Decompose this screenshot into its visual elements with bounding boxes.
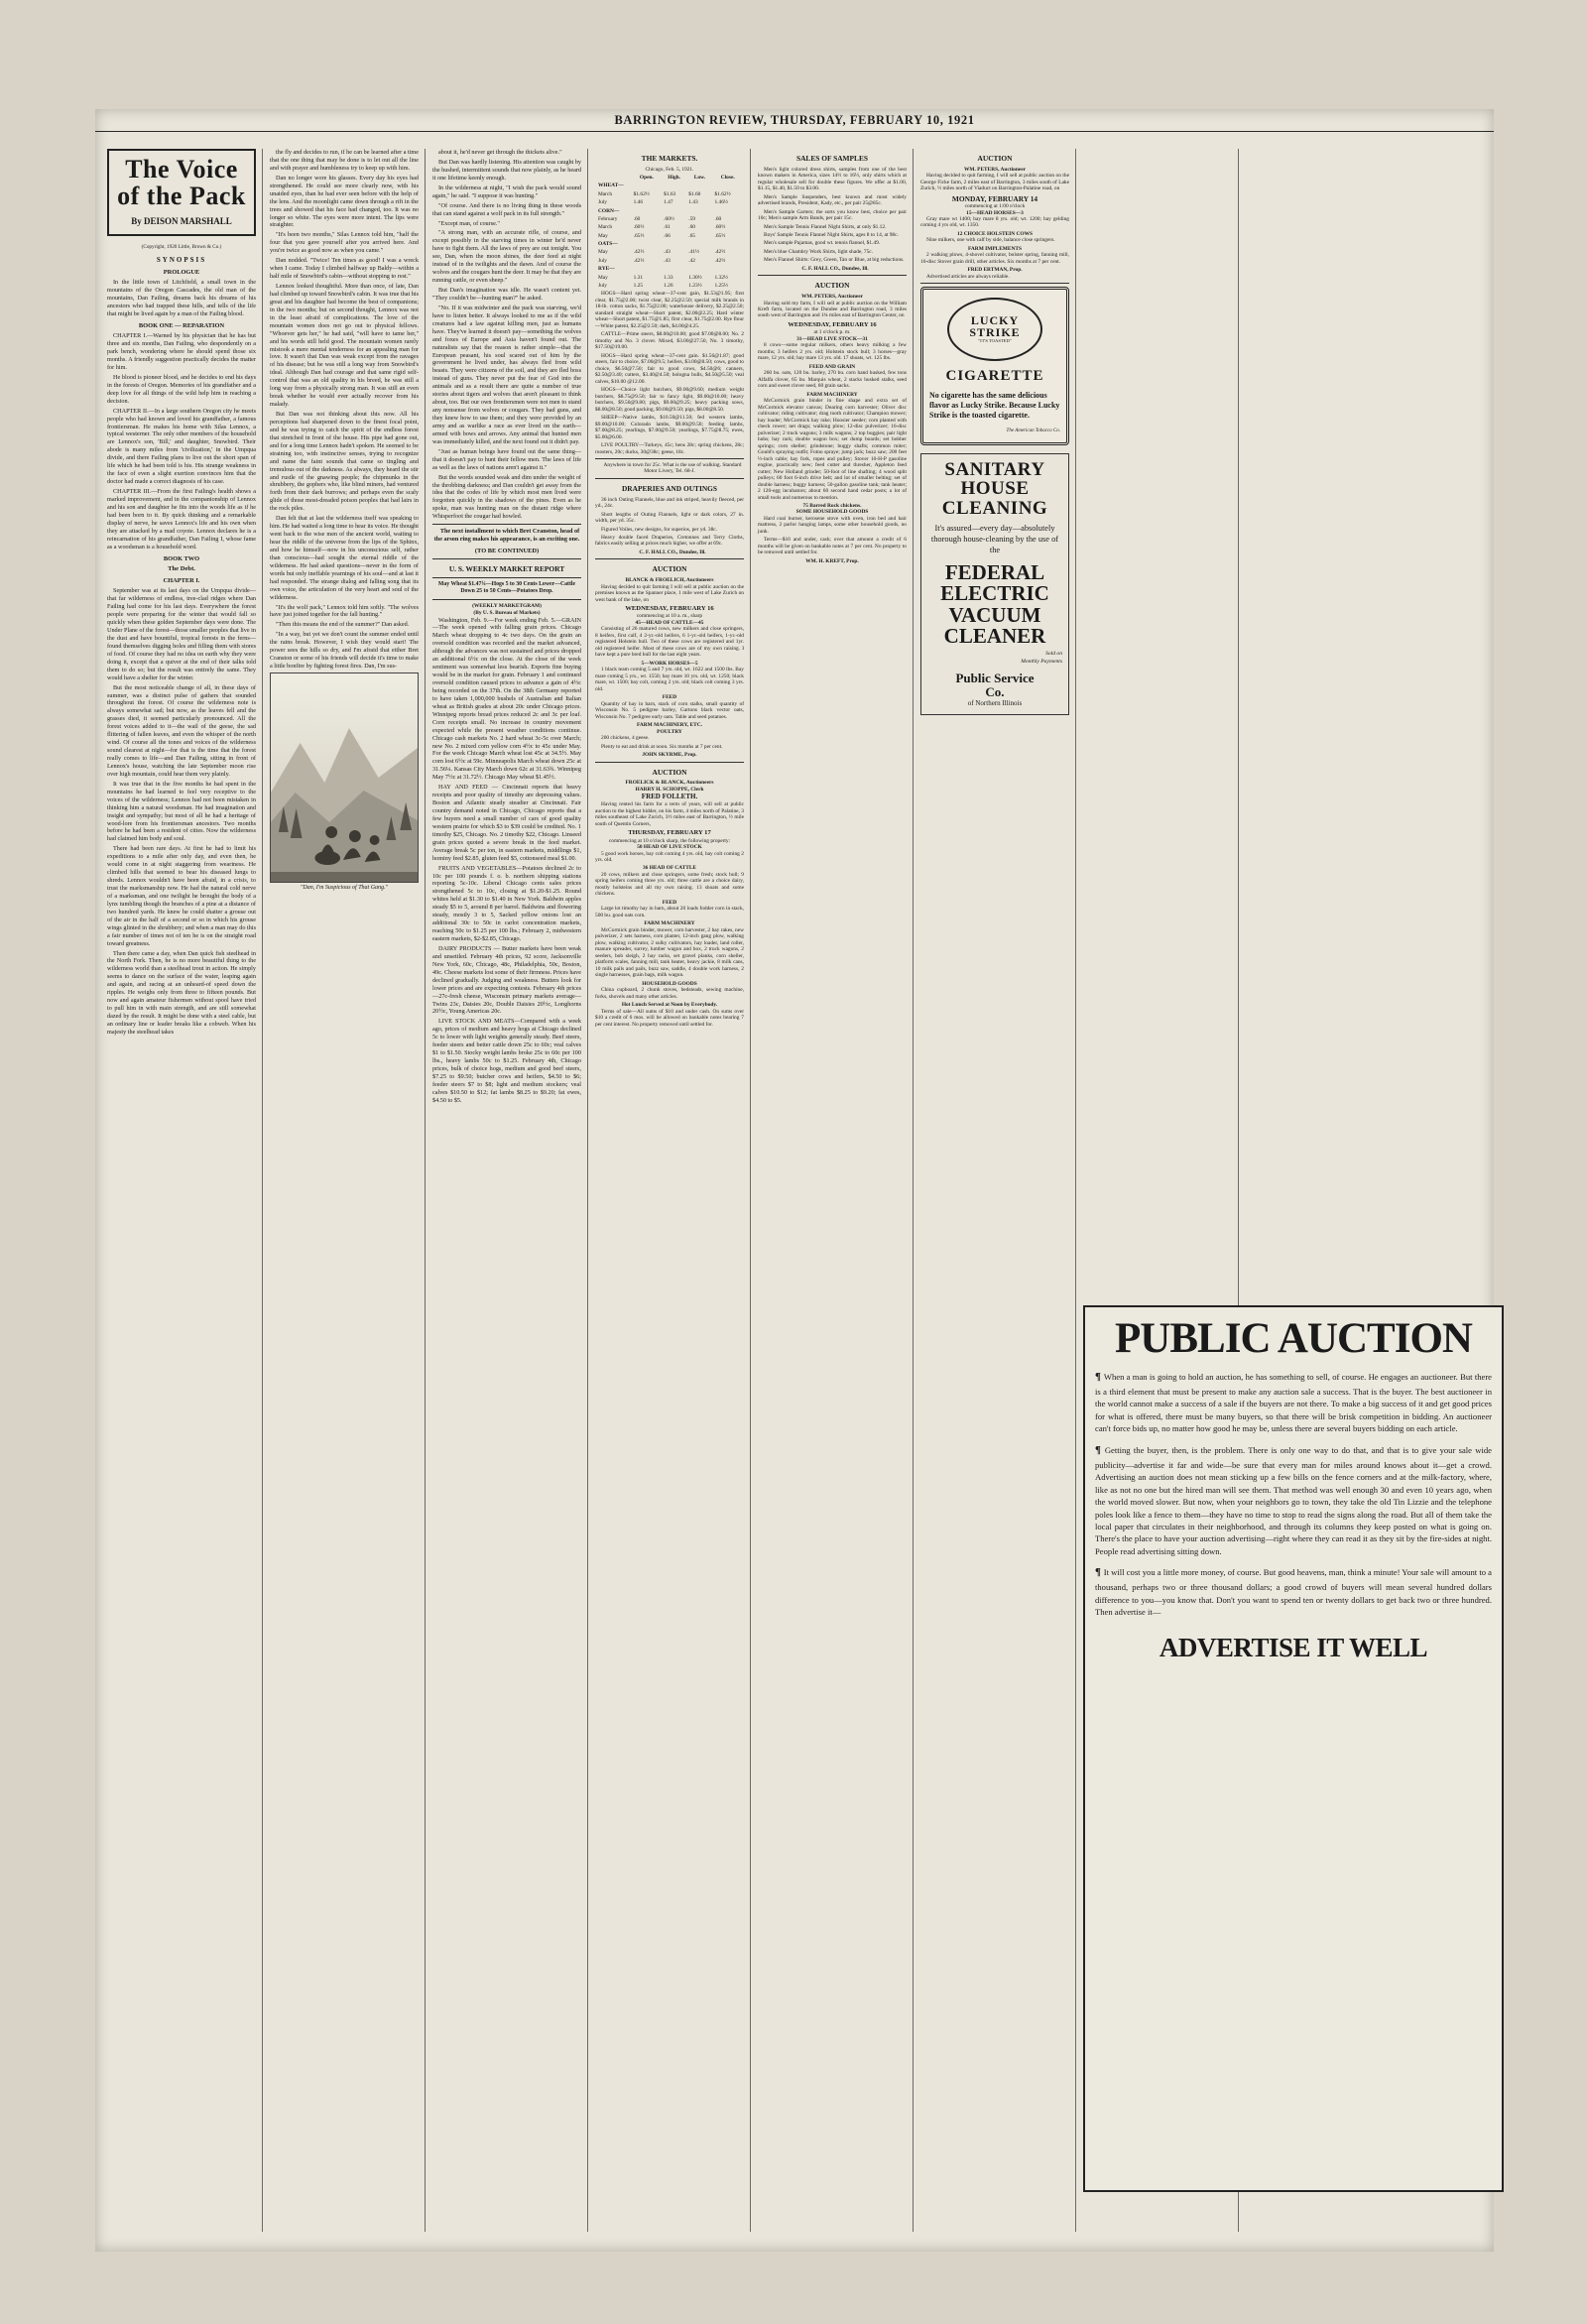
story-paragraph: "It's the wolf pack," Lennox told him softly. "The wolves have just joined together for the fall hunting." (270, 603, 419, 619)
markets-cell: .65½ (633, 232, 645, 239)
story-paragraph: "No. If it was midwinter and the pack was starving, we'd have to listen better. It always looked to me as if the wild creatures had a law against killing men, just as humans have. They've learned it doesn't pay—something the wolves and foxes of Europe and Asia haven't found out. The naturalists say that the reason is rather simple—that the European peasant, his soul scared out of him by the government he lived under, has always fled from wild beasts. They were citizens of the soil, and they are fled boss instead of guns. They never put the fear of God into the animals and as a result there are quite a number of true stories about tigers and wolves that aren't pleasant to think about, too. But our own frontiersmen were not men to stand any nonsense from wolves or cougars. They had guns, and they knew how to use them; and they were provided by an army and as warlike a race as ever lived on the earth—armed with bows and arrows. Any animal that hunted men was immediately killed, and the next found out it didn't pay. (432, 304, 581, 445)
markets-cell: 1.23½ (688, 282, 702, 289)
markets-row-label: May (598, 232, 608, 239)
prologue-text: In the little town of Litchfield, a small town in the mountains of the Oregon Cascades, the old man of the mountains, Dan Failing, dreams back his dreams of his ancestors who had trapped these hills, and tells of the life that might be lived again by a man of the Failing blood. (107, 279, 256, 318)
lucky-strike-signature: The American Tobacco Co. (1006, 428, 1060, 433)
auction-intro-2: Having rented his farm for a term of years, will sell at public auction to the highest bidder, on his farm, 4 miles north of Palatine, 3 miles southeast of Lake Zurich, 3½ miles east of Barrington, ½ mile south of Quentin Corners, (595, 801, 744, 827)
column-ads-samples (758, 149, 907, 564)
auction-feed-3: 260 bu. oats, 120 bu. barley, 270 bu. corn hand husked, few tons Alfalfa clover, 65 bu. Marquis wheat, 2 stacks husked stalks, seed corn and sweet clover seed, 60 grain sacks. (758, 370, 907, 390)
auction-time-1: commencing at 10 a. m., sharp (636, 613, 703, 620)
auction-auctioneer-3: WM. PETERS, Auctioneer (801, 294, 863, 301)
vacuum-title-3: CLEANING (941, 497, 1048, 519)
auction-implements-head-4: FARM IMPLEMENTS (968, 245, 1022, 252)
vacuum-title-1: SANITARY (944, 458, 1045, 480)
advertise-slogan: ADVERTISE IT WELL (1159, 1632, 1428, 1662)
markets-cell: 1.46 (633, 199, 644, 206)
draperies-line: 36 inch Outing Flannels, blue and ink striped, heavily fleeced, per yd., 24c. (595, 496, 744, 510)
serial-title-box (107, 149, 256, 236)
markets-cell: $1.60 (688, 190, 701, 197)
livery-ad: Anywhere in town for 25c. What is the use of walking. Standard Motor Livery, Tel. 68-J. (603, 461, 742, 475)
lucky-strike-toasted: "IT'S TOASTED" (978, 338, 1012, 344)
auction-horses-head-1: 5—WORK HORSES—5 (641, 660, 698, 667)
auction-auctioneer-4: WM. PETERS, Auctioneer (964, 166, 1026, 173)
market-report-source: (WEEKLY MARKETGRAM) (472, 602, 542, 609)
markets-cell: 1.25 (633, 282, 644, 289)
markets-cell: 1.25½ (714, 282, 728, 289)
column-serial-3 (432, 149, 581, 1107)
auction-household-head-2: HOUSEHOLD GOODS (642, 980, 697, 987)
auction-date-2: THURSDAY, FEBRUARY 17 (628, 829, 711, 837)
samples-ad-title: SALES OF SAMPLES (795, 154, 868, 163)
auction-intro-3: Having sold my farm, I will sell at public auction on the William Kreft farm, located on the Dundee and Barrington road, 3 miles south west of Barrington and 1¾ miles east of Barrington Center, on (758, 300, 907, 319)
samples-line: Men's Sample Tennis Flannel Night Shirts, at only $1.12. (764, 223, 887, 230)
story-paragraph: "Just as human beings have found out the same thing—that it doesn't pay to hunt their fellow men. The laws of life as well as the laws of nations aren't against it." (432, 447, 581, 471)
auction-head-1: 45—HEAD OF CATTLE—45 (635, 619, 704, 626)
book-two-subtitle: The Debt. (168, 564, 195, 572)
markets-title: THE MARKETS. (641, 154, 698, 163)
markets-row-label: May (598, 274, 608, 281)
market-report-hay: HAY AND FEED — Cincinnati reports that heavy receipts and poor quality of timothy are depressing values. Boston and Atlantic steady steadier at Cincinnati. Fair country demand noted in Chicago, Chicago reports that a few buyers need a small number of cars of good quality western prairie for which $3 to $39 could be credited. No. 1 timothy $25, Chicago. No. 2 timothy $22, Chicago. Linseed grain prices quoted a severe break in the feed market. Average break 5c per ton, in eastern markets, middlings $1, hominy feed $2.85, gluten feed $5, cottonseed meal $1.00. (432, 784, 581, 862)
markets-group: CORN— (598, 207, 620, 214)
markets-sheep-note: SHEEP—Native lambs, $10.50@11.50; fed western lambs, $9.00@10.00; Colorado lambs, $9.00@9.50; feeding lambs, $7.00@8.25; yearlings, $7.00@9.50; yearlings, $7.75@8.75; ewes, $5.00@6.00. (595, 415, 744, 440)
market-report-fruit: FRUITS AND VEGETABLES—Potatoes declined 2c to 10c per 100 pounds f. o. b. northern shipping stations reporting 5c-10c. Liberal Chicago cents sales prices strengthened 5c to 10c, closing at $1.20-$1.25. Round whites held at $1.30 to $1.40 in New York. Baldwin apples steady $5 to 5, around 8 per barrel. Baldwins and flowering steady, mostly 3 to 5, Sacked yellow onions lost an additional 30c to 50c in carlot concentration markets, reaching 50c to $1.25 per 100 lbs.; February 2, midwestern eastern markets, $2-$2.85, Chicago. (432, 864, 581, 942)
draperies-ad-title: DRAPERIES AND OUTINGS (621, 483, 718, 493)
samples-line: Men's sample Pajamas, good wt. tennis flannel, $1.49. (764, 240, 881, 247)
draperies-line: Heavy double faced Draperies, Cretonnes and Terry Cloths, fabrics easily selling at prices much higher, we offer at 69c. (595, 535, 744, 548)
vacuum-company-2: Co. (985, 684, 1005, 700)
lucky-strike-ad (920, 287, 1069, 445)
markets-cell: .60½ (633, 224, 645, 231)
chapter-synopsis: He blood is pioneer blood, and he decides to end his days in the forests of Oregon. Memories of his grandfather and a deep love for all things of the wild help him in reaching a decision. (107, 373, 256, 405)
auction-owner-1: JOHN SKYRME, Prop. (642, 752, 697, 759)
markets-cattle-note: CATTLE—Prime steers, $8.00@10.00; good $7.00@8.00; No. 2 timothy and No. 3 clover. Mixed, $3.00@27.50, No. 3 timothy, $17.50@19.00. (595, 331, 744, 351)
story-paragraph: September was at its last days on the Umpqua divide—that far wilderness of endless, tree-clad ridges where Dan Failing had come for his last days. Everywhere the forest people were preparing for the winter that would fall so quickly when these golden September days were done. The Under Plane of the forest—those smaller peoples that live in the dust and have bountiful, tropical forests in the ferns—found themselves digging holes and filling them with stores of food. Of course they had no idea on earth why they were doing it, except that a quiver at the end of their talks told them to do so; but the result was entirely the same. They would have a shelter for the winter. (107, 587, 256, 681)
auction-household-head-3: SOME HOUSEHOLD GOODS (795, 509, 869, 516)
markets-cell: 1.46½ (714, 199, 728, 206)
market-report-dairy: DAIRY PRODUCTS — Butter markets have been weak and unsettled. February 4th prices, 92 score, Jacksonville New York, 60c, Chicago, 48c, Philadelphia, 50c, Boston, 49c. Cheese markets lost some of their firmness. Prices have declined gradually. Judging and weakness. Butters look for lower prices and are expecting contests. February 4th prices—27c-fresh cheese, Wisconsin primary markets average—Twins 23c, Daisies 20c, Double Daisies 20½c, Longhorns 20½c, Young Americas 20c. (432, 944, 582, 1016)
next-installment: The next installment to which Bret Cranston, head of the arson ring makes his appearance, is an exciting one. (433, 528, 580, 544)
auction-date-3: WEDNESDAY, FEBRUARY 16 (788, 320, 877, 328)
auction-time-3: at 1 o'clock p. m. (813, 329, 851, 336)
auction-owner-2: FRED FOLLETH. (641, 793, 698, 801)
markets-cell: $1.63 (664, 190, 676, 197)
auction-title-1: AUCTION (652, 564, 687, 574)
lucky-strike-product: CIGARETTE (945, 368, 1044, 385)
markets-cell: 1.31 (633, 274, 644, 281)
lucky-strike-copy: No cigarette has the same delicious flavor as Lucky Strike. Because Lucky Strike is the toasted cigarette. (929, 390, 1060, 420)
samples-advertiser: C. F. HALL CO., Dundee, Ill. (801, 265, 869, 272)
auction-feed-2: Large lot timothy hay in barn, about 20 loads fodder corn in stack, 500 bu. good oats corn. (595, 906, 744, 918)
lucky-strike-brand-2: STRIKE (969, 325, 1021, 340)
markets-row-label: July (598, 199, 607, 206)
public-auction-text: Getting the buyer, then, is the problem. There is only one way to do that, and that is to give your sale wide publicity—advertise it far and wide—be sure that every man for miles around knows about it—get a crowd. Advertising an auction does not mean sticking up a few bills on the fence corners and at the milk-factory, where, like as not no one but the hired man will see them. That method was well enough 30 and even 10 years ago, when the world moved slower. But now, when your neighbors go to town, they take the old Tin Lizzie and the telephone poles look like a fence to them—they have no time to stop to read the signs along the road. But all of them take the local paper that circulates in their neighborhood, and through its columns they keep posted on what is going on. There's the place to have your auction advertising—right where they can read it as they sit by the fire-sides at night. People read advertising sitting down. (1095, 1444, 1492, 1556)
chapter-synopsis: CHAPTER I.—Warned by his physician that he has but three and six months, Dan Failing, who despondently on a park bench, wondering where he should spend those six months. A friendly suggestion practically decides the matter for him. (107, 332, 256, 371)
markets-cell: .42½ (633, 257, 645, 264)
story-paragraph: Dan nodded. "Twice! Ten times as good! I was a wreck when I came. Today I climbed halfway up Baldy—within a half mile of Snowbird's cabin—without stopping to rest." (270, 257, 419, 281)
serial-copyright: (Copyright, 1920 Little, Brown & Co.) (141, 243, 222, 250)
vacuum-terms-1: Sold on (1045, 651, 1062, 658)
auction-title-3: AUCTION (814, 281, 850, 291)
lucky-strike-logo (947, 298, 1042, 361)
chapter-heading: CHAPTER I. (163, 577, 200, 585)
markets-hogs-note-2: HOGS—Choice light butchers, $9.00@9.60; medium weight butchers, $8.75@9.50; fair to fancy light, $9.00@10.00; heavy butchers, $9.50@9.80; pigs, $9.00@9.25; heavy packing sows, $8.00@8.50; good packing, $9.00@9.50; pigs, $8.00@8.50. (595, 387, 744, 413)
auction-machinery-head-1: FARM MACHINERY, ETC. (637, 722, 702, 729)
auction-cattle-head-4: 12 CHOICE HOLSTEIN COWS (957, 230, 1033, 237)
auction-clerk-2: HARRY H. SCHOPPE, Clerk (635, 786, 704, 793)
draperies-advertiser: C. F. HALL CO., Dundee, Ill. (639, 549, 706, 555)
auction-auctioneer-2: FROELICK & BLANCK, Auctioneers (625, 780, 714, 787)
markets-row-label: March (598, 224, 613, 231)
markets-col-close: Close. (720, 175, 735, 182)
auction-feed-head-3: FEED AND GRAIN (808, 363, 856, 370)
auction-stock-2: 5 good work horses, bay colt coming 4 yrs. old, bay colt coming 2 yrs. old. (595, 850, 744, 863)
markets-col-open: Open. (639, 175, 654, 182)
paragraph-mark-icon: ¶ (1095, 1371, 1104, 1383)
masthead: BARRINGTON REVIEW, THURSDAY, FEBRUARY 10, 1921 (614, 113, 975, 127)
vacuum-company-1: Public Service (955, 670, 1035, 685)
markets-row-label: March (598, 190, 613, 197)
story-paragraph: "Then this means the end of the summer?" Dan asked. (276, 621, 410, 629)
vacuum-title-2: HOUSE (960, 478, 1030, 500)
markets-group: WHEAT— (598, 183, 624, 189)
newspaper-sheet (95, 109, 1494, 2252)
auction-cattle-head-2: 36 HEAD OF CATTLE (642, 865, 697, 872)
story-paragraph: "In a way, but yet we don't count the summer ended until the rains break. However, I wish they would start! The power sees the hills so dry, and I'm afraid that either Bret Cranston or some of his friends will decide it's time to make a little bonfire by fighting forest fires. Dan, I'm sus- (270, 631, 419, 671)
auction-time-4: commencing at 1:00 o'clock (964, 203, 1026, 210)
markets-hogs-note: HOGS—Hard spring wheat—37-cent gain. $1.56@1.87; good steers, fair to choice, $7.00@9.5; heifers, $3.00@8.50; cows, good to choice, $6.50@7.50; fair to good cows, $4.50@6; canners, $2.50@3.40; cutters, $3.40@4.50; bologna bulls, $4.50@5.50; veal calves, $10.00 @12.00. (595, 352, 744, 385)
story-paragraph: Dan no longer wore his glasses. Every day his eyes had strengthened. He could see more clearly now, with his unaided eyes, than he had ever seen before with the help of the lens. And the moonlight came down through a rift in the trees and showed that his face had changed, too. It was no longer so white. The eyes were more intent. The lips were straighter. (270, 174, 419, 229)
auction-machinery-head-2: FARM MACHINERY (644, 920, 695, 927)
column-serial (107, 149, 256, 1039)
market-report-body: Washington, Feb. 9.—For week ending Feb. 5.—GRAIN—The week opened with falling grain prices. Chicago March wheat dropping to 4c two days. On the grain an oversold condition was recorded and the market advanced, although the advances was not sustained and prices dropped an additional 6½c on the close. At the close of the week sentiment was somewhat less bearish. Exports fine buying would be in the market for grain. February 1 and continued oversold condition caused prices to advance a gain of 4½c being recorded on the 37th. On the 38th Germany reported to have taken 1,000,000 bushels of Australian and Italian wheat as British grades at about 20c under Chicago prices. Winnipeg reports bread prices reduced 2c and 3c per loaf. Corn receipts small. No increase in country movement expected while the present weather conditions continue. Chicago cash markets No. 2 hard wheat 3c-5c over March; new No. 2 mixed corn yellow corn 4½c to 45c under May. For the week Chicago March wheat lost 45c at 34.5½. May corn lost 6½c at 59c. Minneapolis March wheat down 25c at 31.56¼. Kansas City March down 62c at 31.63¾. Winnipeg May 7½c at 31.72½. Chicago May wheat $1.45½. (432, 616, 581, 782)
markets-cell: .59 (688, 215, 695, 222)
story-paragraph: about it, he'd never get through the thickets alive." (438, 149, 562, 156)
auction-auctioneer-1: BLANCK & FROELICH, Auctioneers (625, 577, 714, 584)
markets-cell: .65½ (714, 232, 726, 239)
vacuum-product-1: FEDERAL (944, 559, 1045, 584)
markets-cell: .60½ (714, 224, 726, 231)
auction-poultry-1: 200 chickens, 4 geese. (601, 735, 650, 742)
markets-cell: .60½ (664, 215, 674, 222)
markets-col-low: Low. (693, 175, 705, 182)
markets-flour-note: HOGS—Hard spring wheat—37-cent gain, $1.53@1.95; first clear, $1.75@2.00; twist clear, $2.25@2.50; special milk brands in 18-lb. cotton sacks, $1.75@2.00; waterhouse delivery, $2.25@2.50; standard straight wheat—Short patent, $2.00@2.25; Hard winter wheat—Short patent, $1.75@1.85; first clear, $1.75@2.00. Rye flour—White patent, $2.25@2.50; dark, $4.00@4.25. (595, 291, 744, 329)
auction-title-4: AUCTION (977, 154, 1013, 163)
vacuum-company-3: of Northern Illinois (967, 699, 1023, 708)
story-paragraph: "A strong man, with an accurate rifle, of course, and except possibly in the starving times in winter he'd never have to fight them. All the laws of prey are out tonight. You see, Dan, when the moon shines, the deer feed at night instead of in the twilights and the dawn. And of course the wolves and the cougars hunt the deer. It may be that they are running cattle, or even sheep." (432, 229, 581, 285)
samples-line: Men's light colored dress shirts, samples from one of the best known makers in America, sizes 14½ to 16½, only shirts which at regular wholesale sell for double these figures. We offer at $1.00, $1.15, $1.40, $1.50 to $3.00. (758, 166, 907, 192)
story-paragraph: But the most noticeable change of all, in these days of summer, was a distinct pulse of gathers that sounded throughout the forest. Of course the wilderness note is always somewhat sad; but now, as the leaves fell and the grasses died, it seemed particularly pronounced. All the forest voices added to it—the wail of the geese, the sad flittering of fallen leaves, and even the whisper of the north wind. Of course all the tones and voices of the wilderness sound clearest at night—for that is the time that the forest really comes to life—and Dan Failing, sitting in front of Lennox's house, watching the late September moon rise over high mountain, could hear them very plainly. (107, 683, 256, 778)
auction-horses-1: 1 black team coming 5 and 7 yrs. old, wt. 1622 and 1500 lbs. Bay mare coming 5 yrs., wt. 1550; bay mare 10 yrs. old, wt. 1250; black mare, wt. 1500; bay colt, coming 2 yrs. old; black colt coming 3 yrs. old. (595, 667, 744, 692)
markets-row-label: February (598, 215, 618, 222)
auction-household-2: China cupboard, 2 chunk stoves, bedsteads, sewing machine, forks, shovels and many other articles. (595, 987, 744, 1000)
markets-cell: .43 (664, 249, 671, 256)
market-report-source2: (By U. S. Bureau of Markets) (473, 609, 541, 616)
auction-feed-head-2: FEED (662, 899, 677, 906)
auction-terms-3: Terms—$10 and under, cash; over that amount a credit of 6 months will be given on bankable notes at 7 per cent. No property to be removed until settled for. (758, 537, 907, 556)
markets-cell: 1.26 (664, 282, 673, 289)
samples-line: Boys' Sample Tennis Flannel Night Shirts, ages 8 to 14, at 98c. (764, 231, 899, 238)
markets-group: OATS— (598, 241, 618, 248)
markets-cell: .42 (688, 257, 695, 264)
serial-byline: By DEISON MARSHALL (131, 216, 232, 227)
public-auction-ad (1083, 1305, 1504, 2192)
serial-title: The Voice of the Pack (117, 155, 246, 210)
public-auction-paragraph (1095, 1443, 1492, 1558)
auction-horses-4: Gray mare wt 1400; bay mare 8 yrs. old; wt. 1200; bay gelding coming 4 yrs old, wt. 1350. (920, 216, 1069, 229)
auction-owner-4: FRED ERTMAN, Prop. (967, 267, 1023, 274)
markets-cell: .61 (664, 224, 671, 231)
auction-date-4: MONDAY, FEBRUARY 14 (951, 193, 1038, 203)
story-paragraph: "Of course. And there is no living thing in these woods that can stand against a wolf pack in its full strength." (432, 201, 581, 217)
auction-poultry-head-1: POULTRY (657, 728, 682, 735)
markets-cell: .65 (688, 232, 695, 239)
market-report-subhead: May Wheat $1.47¾—Hogs 5 to 30 Cents Lower—Cattle Down 25 to 50 Cents—Potatoes Drop. (437, 580, 576, 595)
column-ads-right (920, 149, 1069, 715)
markets-cell: 1.30½ (688, 274, 702, 281)
markets-place-date: Chicago, Feb. 5, 1921. (645, 166, 694, 173)
paragraph-mark-icon: ¶ (1095, 1443, 1105, 1456)
paragraph-mark-icon: ¶ (1095, 1566, 1104, 1579)
samples-line: Men's Sample Suspenders, best known and most widely advertised brands, President, Kady, etc., per pair 25@85c. (758, 193, 907, 207)
illustration-caption: "Dan, I'm Suspicious of That Gang." (300, 885, 389, 891)
auction-household-3: Hard coal burner, kerosene stove with oven, iron bed and hair mattress, 2 parlor hanging lamps, some other household goods, no junk. (758, 515, 907, 535)
auction-intro-4: Having decided to quit farming, I will sell at public auction on the George Ficke farm, 2 miles east of Barrington, 3 miles south of Lake Zurich, ½ miles north of Viaduct on Barrington-Palatine road, on (920, 173, 1069, 192)
markets-cell: 1.47 (664, 199, 673, 206)
auction-cattle-1: Consisting of 26 matured cows, new milkers and close springers, 8 heifers, first calf, 4 2-yr.-old heifers, 6 1-yr.-old heifers, 1-yr.-old registered Holstein bull. Two of these cows are registered and 1yr. old registered heifer. Most of these cows are of my own raising. I have kept a pure bred bull for the last eight years. (595, 626, 744, 659)
markets-cell: .60 (688, 224, 695, 231)
story-paragraph: It was true that in the five months he had spent in the mountains he had learned to feel very receptive to the voices of the wilderness; Lennox had not been mistaken in thinking him a natural woodsman. He had imagination and insight and sympathy; but most of all he had a heritage of wood-lore from his frontiersman ancestors. Two months before he had been a resident of cities. Now the wilderness had claimed him body and soul. (107, 780, 256, 843)
auction-head-2: 50 HEAD OF LIVE STOCK (637, 844, 702, 851)
draperies-line: Short lengths of Outing Flannels, light or dark colors, 27 in. width, per yd. 35c. (595, 511, 744, 525)
story-paragraph: "Except man, of course." (438, 219, 500, 227)
vacuum-cleaner-ad (920, 453, 1069, 715)
markets-cell: 1.43 (688, 199, 698, 206)
story-paragraph: Then there came a day, when Dan quick fish steelhead in the North Fork. Then, he is no more beautiful thing to the wilderness world than a steelhead trout in action. He simply seems to dance on the surface of the water, leaping again and again, and racing at an unheard-of speed down the ripples. He weighs only from three to fifteen pounds. But now and again amateur fishermen without spool have tried to pull him in with main strength, and are still somewhat dazed by the result. It might be done with a steel cable, but an ordinary line or leader breaks like a cobweb. When his majesty the steelhead takes (107, 949, 256, 1036)
vacuum-product-4: CLEANER (943, 624, 1046, 649)
story-paragraph: Lennox looked thoughtful. More than once, of late, Dan had climbed up toward Snowbird's cabin. It was true that his great and his daughter had become the best of companions; in the two months; but on second thought, Lennox was not in the least afraid of complications. The love of the mountain women does not go out to physical fellows. "Whoever gets her," he had said, "will have to tame her," and his words still held good. The mountain women rarely mistook a mere mental tenderness for an appealing man for love. It wasn't that Dan was weak except from the ravages of his disease; but he was still a long way from Snowbird's ideal. Although Dan had courage and that same rigid self-control that was an old quality in his breed, he was still a long way from a physically strong man. It was still an even break whether he would ever actually recover from his malady. (270, 283, 419, 409)
markets-group: RYE— (598, 266, 615, 273)
vacuum-copy: It's assured—every day—absolutely thorough house-cleaning by the use of the (930, 524, 1059, 554)
auction-machinery-3: McCormick grain binder in fine shape and extra set of McCormick elevator canvas; Dearing corn harvester; Oliver disc cultivator; riding cultivator; drag tooth cultivator; Champion mower; hay loader; McCormick hay rake; Hoosier seeder; corn planted with check rower; net drags; walking plow; 12-disc pulverizer; 16-disc pulverizer; 2 truck wagons; 3 milk wagons; 2 top buggies; pair light hubs; hay rack; double wagon box; set dump boards; set bobber springs; corn sheller; grindstone; buggy shafts; common miter; Gould's spraying outfit; Fotno spraye; jump jack; buzz saw; 200 feet ½-inch cable; hay fork, ropes and pulley; Stover 10-H-P gasoline engine, practically new; feed cutter and thresher, Appleton feed cutter; New Holland grinder; 50-foot of line shafting; 4 wood split pulleys; 60 foot 6-inch drive belt; and lot of smaller belting; set of double harness; buggy harness; 50-gallon gasoline tank; tank heater; 2 120-egg incubators; about 60 second hand cedar posts; a lot of small tools and numerous to mention. (758, 398, 907, 501)
chapter-synopsis: CHAPTER III.—From the first Failing's health shows a marked improvement, and in the companionship of Lennox and his son and daughter he fits into the woods life as if he had been born to it. By quick thinking and a remarkable display of nerve, he saves Lennox's life and his own when they are attacked by a mad coyote. Lennox declares he is a reincarnation of his grandfather, Dan Failing I, whose fame as a woodsman is a household word. (107, 488, 256, 550)
markets-cell: .41½ (688, 249, 699, 256)
public-auction-paragraph (1095, 1565, 1492, 1618)
auction-note-4: Advertised articles are always reliable. (926, 273, 1010, 280)
auction-feed-1: Quantity of hay in barn, stack of corn stalks, small quantity of Wisconsin No. 5 pedigree barley, Gartons black vector oats, Wisconsin No. 7 pedigree early oats. Table and seed potatoes. (595, 700, 744, 720)
auction-cattle-4: Nine milkers, one with calf by side, balance close springers. (926, 237, 1055, 244)
vacuum-product-2: ELECTRIC (940, 581, 1049, 606)
market-report-livestock: LIVE STOCK AND MEATS—Compared with a week ago, prices of medium and heavy hogs at Chicago declined 5c to lower with light weights generally steady. Beef steers, feeder steers and better cattle down 25c to 60c; veal calves $1 to $1.50. Stocky weight lambs broke 25c to 60c per 100 lbs., heavy lambs 50c to $1.25. February 4th, Chicago prices, bulk of choice hogs, medium and good beef steers, $7.25 to $9.50; butcher cows and heifers, $4.50 to $6; feeder steers $7 to $8; light and medium stockers; veal calves $10.50 to $12; fat lambs $8.25 to $9.20; fat ewes, $4.50 to $5. (432, 1018, 581, 1104)
markets-cell: .43 (664, 257, 671, 264)
story-illustration (270, 673, 419, 883)
story-paragraph: But Dan's imagination was idle. He wasn't content yet. "They couldn't be—hunting man?" he asked. (432, 287, 581, 302)
markets-cell: .42½ (714, 257, 726, 264)
public-auction-paragraph (1095, 1370, 1492, 1435)
markets-cell: .60 (714, 215, 722, 222)
vacuum-product-3: VACUUM (948, 602, 1041, 627)
markets-poultry-note: LIVE POULTRY—Turkeys, 45c; hens 28c; spring chickens, 28c; roosters, 20c; ducks, 30@38c; geese, 18c. (595, 442, 744, 455)
markets-row-label: July (598, 257, 607, 264)
samples-line: Men's Sample Garters; the sorts you know best, choice per pair 10c; Men's sample Arm Bands, per pair 15c. (758, 208, 907, 222)
auction-lunch-head-2: Hot Lunch Served at Noon by Everybody. (621, 1002, 718, 1009)
markets-cell: .42½ (714, 249, 726, 256)
column-markets (595, 149, 744, 1030)
auction-lunch-1: Plenty to eat and drink at noon. Six months at 7 per cent. (601, 743, 723, 750)
story-paragraph: "It's been two months," Silas Lennox told him, "half the four that you gave yourself after you arrived here. And you're twice as good now as when you came." (270, 231, 419, 255)
auction-intro-1: Having decided to quit farming I will sell at public auction on the premises known as the Spanner place, 1 mile west of Lake Zurich on west bank of the lake, on (595, 583, 744, 603)
auction-machinery-head-3: FARM MACHINERY (806, 391, 858, 398)
column-serial-2 (270, 149, 419, 895)
auction-time-2: commencing at 10 o'clock sharp, the following property: (608, 837, 731, 844)
samples-line: Men's Flannel Shirts: Grey, Green, Tan or Blue, at big reductions. (764, 257, 905, 264)
auction-stock-3: 8 cows—some regular milkers, others heavy milking a few months; 3 heifers 2 yrs. old; Holstein stock bull; 3 horses—gray mare, 12 yrs. old; bay mare 13 yrs. old. 17 shoats, wt. 125 lbs. (758, 342, 907, 362)
draperies-line: Figured Voiles, new designs, for superios, per yd. 38c. (601, 526, 718, 533)
markets-cell: .60 (633, 215, 641, 222)
auction-date-1: WEDNESDAY, FEBRUARY 16 (625, 605, 714, 613)
chapter-synopsis: CHAPTER II.—In a large southern Oregon city he meets people who had known and loved his grandfather, a famous frontiersman. He makes his home with Silas Lennox, a typical westerner. The only other members of the household are Lennox's son, 'Bill,' and daughter, Snowbird. Their abode is many miles from 'civilization,' in the Umpqua divide, and there Failing plans to live out the short span of life which he had been told is his. His strange weakness in the face of even a slight exertion convinces him that the doctor had made a correct diagnosis of his case. (107, 407, 256, 486)
markets-cell: $1.62½ (633, 190, 650, 197)
auction-machinery-2: McCormick grain binder, mower, corn harvester, 2 hay rakes, new pulverizer, 2 sets harness, corn planter, 12-inch gang plow, walking plow, walking cultivator, 2 sulky cultivators, hay loader, land roller, manure spreader, surrey, lumber wagon and box, 2 truck wagons, 2 seeders, bob sleigh, 2 hay racks, set gravel planks, corn sheller, platform scales, fanning mill, tank heater, heavy jackie, 8 milk cans, 10 milk pails and pails, buzz saw, saddle, 4 double work harness, 2 single harnesses, grain bags, milk wagon. (595, 926, 744, 979)
markets-row-label: July (598, 282, 607, 289)
auction-implements-4: 2 walking plows, 4-shovel cultivator, bolster spring, fanning mill, 16-disc Stover grain drill, other articles. Six months at 7 per cent. (920, 252, 1069, 265)
vacuum-terms-2: Monthly Payments (1021, 658, 1062, 665)
lucky-strike-brand-1: LUCKY (970, 313, 1020, 328)
public-auction-text: It will cost you a little more money, of course. But good heavens, man, think a minute! Your sale will amount to a thousand, perhaps two or three thousand dollars; a good crowd of buyers will mean several hundred dollars difference to you—you know that. Don't you want to spend ten or twenty dollars to get back two or three hundred. Then advertise it— (1095, 1567, 1492, 1618)
markets-cell: $1.62½ (714, 190, 731, 197)
auction-title-2: AUCTION (652, 767, 687, 777)
story-paragraph: Dan felt that at last the wilderness itself was speaking to him. He had waited a long time to hear its voice. He thought went back to the wise men of the ancient world, waiting to hear the riddle of the universe from the lips of the Sphinx, and how he himself—now in his unconscious self, rather than conscious—had sought the eternal riddle of the wilderness. He had asked questions—never in the form of words but only ineffable yearnings of his soul—and at last it had responded. The strange dialog and falling song that its own voice, the articulation of the very heart and soul of the wilderness. (270, 515, 419, 601)
samples-line: Men's blue Chambry Work Shirts, light shade, 75c. (764, 248, 874, 255)
public-auction-headline: PUBLIC AUCTION (1115, 1315, 1472, 1362)
auction-poultry-head-3: 75 Barred Rock chickens. (802, 503, 862, 509)
markets-cell: .66 (664, 232, 671, 239)
story-paragraph: But Dan was hardly listening. His attention was caught by the hushed, intermittent sounds that now plainly, as he heard it one lifetime keenly enough. (432, 158, 582, 182)
story-paragraph: But Dan was not thinking about this now. All his perceptions had sharpened down to the finest focal point, and he was trying to catch the spirit of the endless forest that stretched in front of the house. His pipe had gone out, and for a long time Lennox hadn't spoken. He seemed to be straining too, with instinctive senses, trying to recognize and name the faint sounds that came so tingling and tremulous out of the darkness. As always, they heard the stir and rustle of the gnawing people; the chipmunks in the shrubbery, the gophers who, like blind miners, had ventured forth from their dark burrows; and perhaps even the scaly glide of those most-dreaded poison peoples that had lairs in the rock piles. (270, 411, 419, 513)
market-report-title: U. S. WEEKLY MARKET REPORT (448, 564, 565, 574)
book-two-heading: BOOK TWO (163, 554, 200, 562)
auction-feed-head-1: FEED (662, 694, 677, 701)
auction-head-3: 31—HEAD LIVE STOCK—31 (796, 335, 868, 342)
markets-cell: .42½ (633, 249, 645, 256)
auction-head-4: 15—HEAD HORSES—3 (966, 209, 1024, 216)
markets-cell: 1.32½ (714, 274, 728, 281)
markets-cell: 1.33 (664, 274, 673, 281)
book-one-heading: BOOK ONE — REPARATION (138, 322, 225, 330)
synopsis-heading: SYNOPSIS (156, 256, 207, 265)
markets-table (595, 173, 744, 291)
auction-cattle-2: 20 cows, milkers and close springers, some fresh; stock bull; 9 spring heifers coming three yrs. old; three cattle are a choice dairy, mostly holsteins and all my own raising. 13 shoats and some chickens. (595, 871, 744, 898)
to-be-continued: (TO BE CONTINUED) (474, 548, 540, 555)
story-paragraph: But the words sounded weak and dim under the weight of the throbbing darkness; and Dan couldn't get away from the idea that the codes of life by which most men lived were forgotten quickly in the shadows of the pines. Even as he spoke, man was hunting man on the distant ridge where Whisperfoot the cougar had howled. (432, 473, 581, 521)
auction-owner-3: WM. H. KREFT, Prop. (805, 557, 859, 564)
story-paragraph: In the wilderness at night, "I wish the pack would sound again," he said. "I suppose it was hunting." (432, 183, 581, 199)
markets-col-high: High. (668, 175, 681, 182)
prologue-heading: PROLOGUE (163, 269, 200, 277)
auction-terms-2: Terms of sale—All sums of $10 and under cash. On sums over $10 a credit of 6 mos. will be allowed on bankable notes bearing 7 per cent interest. No property removed until settled for. (595, 1008, 744, 1028)
markets-row-label: May (598, 249, 608, 256)
public-auction-text: When a man is going to hold an auction, he has something to sell, of course. He engages an auctioneer. But there is a third element that must be present to make any auction sale a success. That is the buyer. The best auctioneer in the world cannot make a success of a sale if the buyers are not there. To make a big success of it and get good prices for what is offered, there must be many buyers, so that there will be brisk competition in bidding. An auctioneer can't force bids up, no matter how good he may be, unless there are several buyers bidding on each article. (1095, 1372, 1492, 1434)
story-paragraph: the fly and decides to run, if he can be learned after a time that the one thing that may be done is to let out all the line and with prayer and humbleness try to keep up with him. (270, 149, 419, 172)
story-paragraph: There had been rare days. At first he had to limit his expeditions to a mile after only day, and even then, he would come in at night staggering from weariness. He climbed hills that seemed to bear his diseased lungs to shreds. Lennox wouldn't have been afraid, in a crisis, to trust the marksmanship now. He had the natural cold nerve of a marksman, and one twilight he brought the body of a lynx tumbling though the branches of a pine at a distance of two hundred yards. He knew he could shatter a grouse out of the air in the half of a second or so in which his grouse wings glinted in the shrubbery; and when a man may do this a fair number of times not of ten he is on the straight road toward greatness. (107, 845, 256, 947)
